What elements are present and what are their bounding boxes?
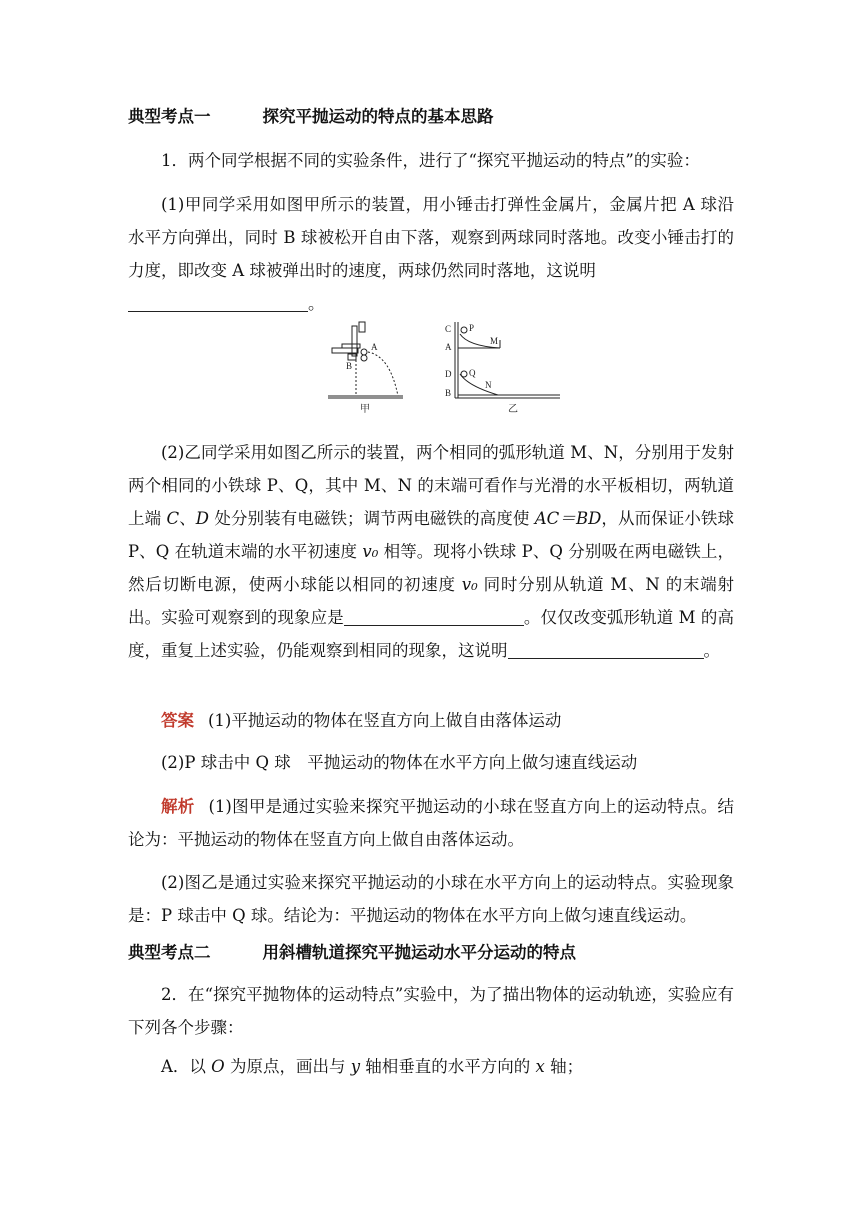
part-1-text: (1)甲同学采用如图甲所示的装置，用小锤击打弹性金属片，金属片把 A 球沿水平方向弹出，同时 B 球被松开自由下落，观察到两球同时落地。改变小锤击打的力度，即改变 A 球被弹出时的速度，两球仍然同时落地，这说明: [128, 195, 734, 280]
analysis-paragraph-1: 解析 (1)图甲是通过实验来探究平抛运动的小球在竖直方向上的运动特点。结论为：平抛运动的物体在竖直方向上做自由落体运动。: [128, 797, 735, 849]
question-2-intro: 2．在“探究平抛物体的运动特点”实验中，为了描出物体的运动轨迹，实验应有下列各个步骤：: [128, 985, 734, 1037]
section-heading-2: [128, 936, 734, 969]
question-1-intro: 1．两个同学根据不同的实验条件，进行了“探究平抛运动的特点”的实验：: [161, 151, 700, 170]
section-number: 典型考点二: [128, 943, 211, 962]
figure-jia-label-b: B: [346, 361, 353, 371]
question-1-part-1: (1)甲同学采用如图甲所示的装置，用小锤击打弹性金属片，金属片把 A 球沿水平方向弹出，同时 B 球被松开自由下落，观察到两球同时落地。改变小锤击打的力度，即改变 A 球被弹出时的速度，两球仍然同时落地，这说明 。: [128, 195, 734, 313]
figure-yi-apparatus: [455, 322, 560, 398]
figure-yi-label-a: A: [445, 342, 452, 352]
analysis-paragraph-2: (2)图乙是通过实验来探究平抛运动的小球在水平方向上的运动特点。实验现象是：P 球击中 Q 球。结论为：平抛运动的物体在水平方向上做匀速直线运动。: [128, 873, 734, 925]
question-1-part-2: (2)乙同学采用如图乙所示的装置，两个相同的弧形轨道 M、N，分别用于发射两个相同的小铁球 P、Q，其中 M、N 的末端可看作与光滑的水平板相切，两轨道上端 C、D 处分别装有电磁铁；调节两电磁铁的高度使 AC＝BD，从而保证小铁球 P、Q 在轨道末端的水平初速度 v₀ 相等。现将小铁球 P、Q 分别吸在两电磁铁上，然后切断电源，使两小球能以相同的初速度 v₀ 同时分别从轨道 M、N 的末端射出。实验可观察到的现象应是 。仅仅改变弧形轨道 M 的高度，重复上述实验，仍能观察到相同的现象，这说明 。: [128, 443, 735, 660]
section-heading-1: [128, 100, 734, 133]
section-number: 典型考点一: [128, 107, 211, 126]
figure-jia-apparatus: [328, 322, 403, 398]
analysis-label: 解析: [161, 797, 195, 816]
question-2-step-a: A．以 O 为原点，画出与 y 轴相垂直的水平方向的 x 轴；: [161, 1057, 584, 1076]
figure-jia-caption: 甲: [360, 404, 370, 415]
figure-yi-label-q: Q: [469, 368, 476, 378]
figure-yi-label-p: P: [469, 323, 475, 333]
answer-line-2: (2)P 球击中 Q 球 平抛运动的物体在水平方向上做匀速直线运动: [161, 753, 638, 772]
figure-yi-label-b: B: [445, 388, 452, 398]
figure-yi-label-c: C: [445, 324, 452, 334]
answer-line-1: 答案 (1)平抛运动的物体在竖直方向上做自由落体运动: [161, 711, 562, 730]
section-title: 用斜槽轨道探究平抛运动水平分运动的特点: [262, 943, 576, 962]
figure-yi-label-d: D: [445, 369, 452, 379]
figure-yi-caption: 乙: [508, 404, 518, 415]
answer-blank-1: [128, 293, 308, 312]
section-title: 探究平抛运动的特点的基本思路: [262, 107, 494, 126]
answer-blank-3: [508, 640, 704, 659]
figure-yi-label-n: N: [485, 380, 492, 390]
answer-blank-2: [344, 607, 524, 626]
experiment-figure: [318, 318, 568, 422]
figure-jia-label-a: A: [371, 342, 378, 352]
answer-label: 答案: [161, 711, 194, 730]
figure-yi-label-m: M: [490, 336, 499, 346]
